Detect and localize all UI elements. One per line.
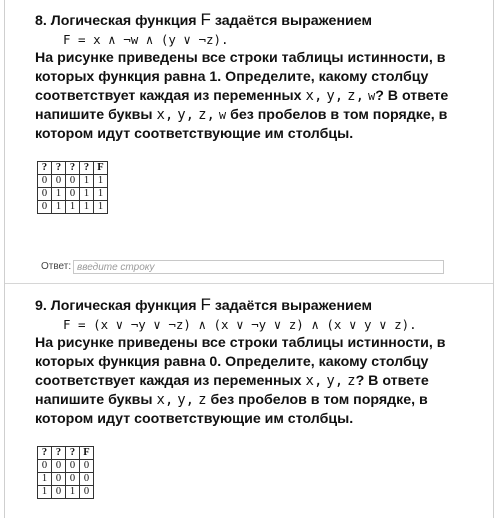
question-8-title <box>35 10 475 31</box>
answer-label: Ответ: <box>41 261 72 272</box>
body-text: На рисунке приведены все строки таблицы истинности, в которых функция равна 1. Определите, какому столбцу соответствует каждая из переменных <box>35 50 446 104</box>
table-cell: 0 <box>66 175 80 188</box>
table-cell: 0 <box>66 473 80 486</box>
table-cell: 1 <box>66 201 80 214</box>
table-cell: 1 <box>94 175 108 188</box>
var-z: z, <box>198 107 215 123</box>
truth-table-9 <box>37 446 94 499</box>
var-y: y, <box>326 373 344 389</box>
var-z: z <box>347 373 356 389</box>
table-cell: 1 <box>94 188 108 201</box>
table-header-row <box>38 162 108 175</box>
title-text: 8. Логическая функция <box>35 13 197 29</box>
var-x: x, <box>305 88 323 104</box>
table-cell: 1 <box>38 473 52 486</box>
table-row <box>38 473 94 486</box>
truth-table-8 <box>37 161 108 214</box>
title-text-end: задаётся выражением <box>214 298 372 314</box>
table-cell: 0 <box>80 486 94 499</box>
header-cell: ? <box>66 447 80 460</box>
var-y: y, <box>177 392 195 408</box>
table-cell: 0 <box>38 201 52 214</box>
table-row <box>38 486 94 499</box>
table-cell: 0 <box>66 460 80 473</box>
answer-row-8 <box>41 260 443 274</box>
table-cell: 0 <box>52 486 66 499</box>
table-header-row <box>38 447 94 460</box>
table-cell: 1 <box>52 188 66 201</box>
question-8-formula: F = x ∧ ¬w ∧ (y ∨ ¬z). <box>63 32 229 47</box>
title-text-end: задаётся выражением <box>214 13 372 29</box>
title-text: 9. Логическая функция <box>35 298 197 314</box>
header-cell: ? <box>80 162 94 175</box>
table-cell: 0 <box>80 460 94 473</box>
table-cell: 1 <box>94 201 108 214</box>
table-cell: 0 <box>66 188 80 201</box>
body-text-2: ? В ответе напишите буквы <box>35 88 449 123</box>
table-cell: 0 <box>80 473 94 486</box>
var-w: w <box>218 108 227 122</box>
table-cell: 1 <box>52 201 66 214</box>
table-cell: 0 <box>38 188 52 201</box>
var-x: x, <box>305 373 323 389</box>
var-z: z, <box>347 88 364 104</box>
function-name: F <box>200 295 211 314</box>
var-y: y, <box>326 88 344 104</box>
header-cell: ? <box>52 162 66 175</box>
header-cell: F <box>94 162 108 175</box>
question-9-formula: F = (x ∨ ¬y ∨ ¬z) ∧ (x ∨ ¬y ∨ z) ∧ (x ∨ y ∨ z). <box>63 317 417 332</box>
table-row <box>38 188 108 201</box>
var-w: w <box>367 89 376 103</box>
table-cell: 0 <box>52 460 66 473</box>
header-cell: ? <box>38 447 52 460</box>
var-z: z <box>198 392 207 408</box>
var-x: x, <box>156 392 174 408</box>
table-cell: 1 <box>80 175 94 188</box>
table-cell: 0 <box>38 175 52 188</box>
body-text-3: без пробелов в том порядке, в котором идут соответствующие им столбцы. <box>35 392 428 427</box>
header-cell: ? <box>38 162 52 175</box>
question-9 <box>35 295 475 499</box>
table-cell: 1 <box>66 486 80 499</box>
body-text-3: без пробелов в том порядке, в котором идут соответствующие им столбцы. <box>35 107 448 142</box>
table-cell: 1 <box>38 486 52 499</box>
page-frame <box>4 0 494 518</box>
table-cell: 0 <box>38 460 52 473</box>
header-cell: ? <box>66 162 80 175</box>
var-x: x, <box>156 107 174 123</box>
var-y: y, <box>177 107 195 123</box>
table-row <box>38 460 94 473</box>
table-cell: 1 <box>80 188 94 201</box>
table-cell: 0 <box>52 175 66 188</box>
table-cell: 1 <box>80 201 94 214</box>
header-cell: F <box>80 447 94 460</box>
function-name: F <box>200 10 211 29</box>
question-8-body <box>35 49 475 144</box>
answer-input[interactable] <box>73 260 444 274</box>
table-row <box>38 175 108 188</box>
body-text-2: ? В ответе напишите буквы <box>35 373 429 408</box>
header-cell: ? <box>52 447 66 460</box>
table-cell: 0 <box>52 473 66 486</box>
body-text: На рисунке приведены все строки таблицы истинности, в которых функция равна 0. Определите, какому столбцу соответствует каждая из переменных <box>35 335 446 389</box>
question-divider <box>5 283 493 284</box>
question-8 <box>35 10 475 214</box>
table-row <box>38 201 108 214</box>
question-9-title <box>35 295 475 316</box>
question-9-body <box>35 334 475 429</box>
